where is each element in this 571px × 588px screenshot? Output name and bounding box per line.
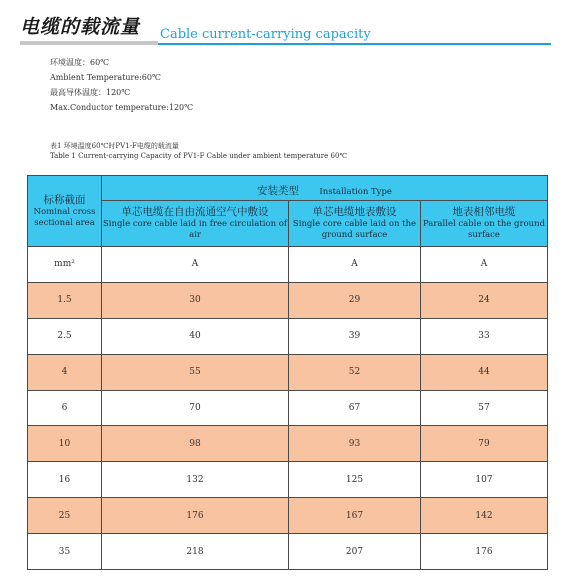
area-cell: 6 <box>28 390 102 426</box>
units-row <box>28 247 548 283</box>
condition-ambient-en: Ambient Temperature:60℃ <box>50 73 161 82</box>
value-cell: 70 <box>102 390 289 426</box>
condition-maxtemp-cn: 最高导体温度：120℃ <box>50 88 131 97</box>
table-row <box>28 498 548 534</box>
table-caption-cn: 表1 环境温度60℃时PV1-F电缆的载流量 <box>50 142 179 150</box>
unit-cell: A <box>421 247 548 283</box>
section-title-en: Cable current-carrying capacity <box>160 27 371 42</box>
table-row <box>28 354 548 390</box>
value-cell: 218 <box>102 534 289 570</box>
value-cell: 207 <box>289 534 421 570</box>
ampacity-table <box>27 175 548 570</box>
value-cell: 40 <box>102 318 289 354</box>
value-cell: 39 <box>289 318 421 354</box>
table-row <box>28 318 548 354</box>
header-free-air-cn: 单芯电缆在自由流通空气中敷设 <box>121 206 269 218</box>
value-cell: 79 <box>421 426 548 462</box>
unit-cell: A <box>102 247 289 283</box>
table-row <box>28 462 548 498</box>
condition-maxtemp-en: Max.Conductor temperature:120℃ <box>50 103 194 112</box>
header-installation-type-cn: 安装类型 <box>257 184 300 197</box>
condition-ambient-cn: 环境温度：60℃ <box>50 58 110 67</box>
value-cell: 30 <box>102 282 289 318</box>
value-cell: 67 <box>289 390 421 426</box>
area-cell: 1.5 <box>28 282 102 318</box>
value-cell: 107 <box>421 462 548 498</box>
area-cell: 4 <box>28 354 102 390</box>
value-cell: 176 <box>421 534 548 570</box>
value-cell: 55 <box>102 354 289 390</box>
area-cell: 16 <box>28 462 102 498</box>
title-underline-blue <box>158 43 551 45</box>
table-caption-en: Table 1 Current-carrying Capacity of PV1-F Cable under ambient temperature 60℃ <box>50 152 348 160</box>
value-cell: 98 <box>102 426 289 462</box>
header-installation-type-en: Installation Type <box>319 186 392 197</box>
table-row <box>28 534 548 570</box>
value-cell: 44 <box>421 354 548 390</box>
area-cell: 10 <box>28 426 102 462</box>
value-cell: 93 <box>289 426 421 462</box>
header-ground-surface-en: Single core cable laid on the ground surface <box>292 219 417 240</box>
unit-cell: A <box>289 247 421 283</box>
area-cell: 2.5 <box>28 318 102 354</box>
area-cell: 35 <box>28 534 102 570</box>
value-cell: 33 <box>421 318 548 354</box>
value-cell: 52 <box>289 354 421 390</box>
value-cell: 132 <box>102 462 289 498</box>
header-ground-surface-cn: 单芯电缆地表敷设 <box>312 206 397 218</box>
area-cell: 25 <box>28 498 102 534</box>
header-parallel-cable-en: Parallel cable on the ground surface <box>422 219 546 240</box>
value-cell: 29 <box>289 282 421 318</box>
value-cell: 176 <box>102 498 289 534</box>
unit-cell: mm² <box>28 247 102 283</box>
value-cell: 57 <box>421 390 548 426</box>
value-cell: 167 <box>289 498 421 534</box>
header-parallel-cable-cn: 地表相邻电缆 <box>452 206 516 218</box>
value-cell: 142 <box>421 498 548 534</box>
table-row <box>28 390 548 426</box>
header-parallel-cable <box>421 201 548 247</box>
value-cell: 125 <box>289 462 421 498</box>
header-nominal-area <box>28 176 102 247</box>
header-installation-type <box>102 176 548 201</box>
header-free-air-en: Single core cable laid in free circulation of air <box>102 219 288 240</box>
header-ground-surface <box>289 201 421 247</box>
value-cell: 24 <box>421 282 548 318</box>
header-free-air <box>102 201 289 247</box>
table-row <box>28 282 548 318</box>
table-row <box>28 426 548 462</box>
header-nominal-area-en: Nominal cross sectional area <box>33 206 96 228</box>
title-underline-grey <box>20 41 158 45</box>
header-nominal-area-cn: 标称截面 <box>43 193 86 206</box>
section-title-cn: 电缆的载流量 <box>20 16 141 38</box>
